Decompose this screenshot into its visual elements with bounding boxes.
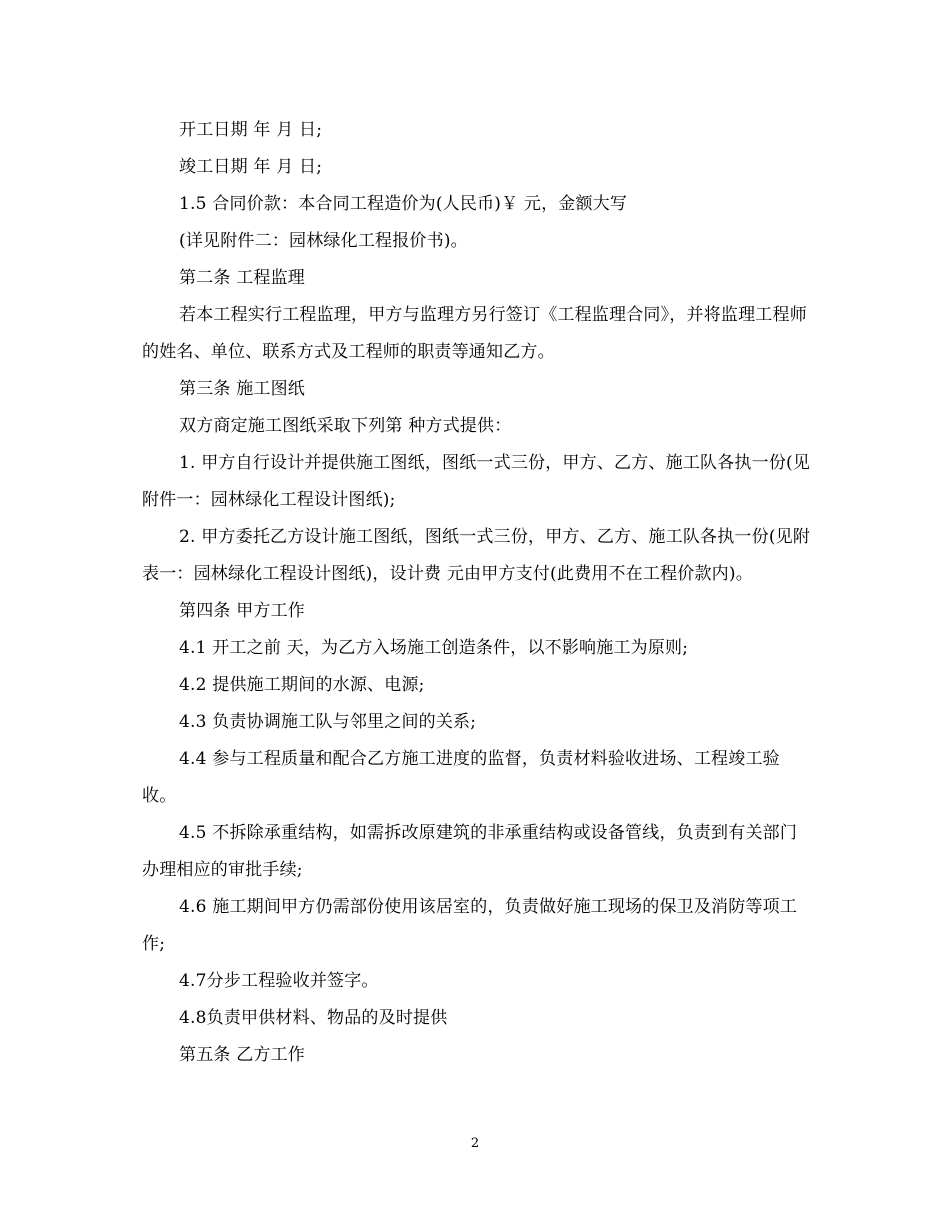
paragraph-supervision: 若本工程实行工程监理，甲方与监理方另行签订《工程监理合同》，并将监理工程师的姓名、单位、联系方式及工程师的职责等通知乙方。 [142, 305, 807, 362]
paragraph-completion-date: 竣工日期 年 月 日; [179, 157, 323, 177]
paragraph-drawings-method: 双方商定施工图纸采取下列第 种方式提供： [179, 416, 512, 436]
section-heading-drawings: 第三条 施工图纸 [179, 379, 306, 399]
document-body [142, 112, 814, 1074]
paragraph-4-7: 4.7分步工程验收并签字。 [179, 971, 379, 991]
section-heading-supervision: 第二条 工程监理 [179, 268, 306, 288]
paragraph-4-8: 4.8负责甲供材料、物品的及时提供 [179, 1008, 448, 1028]
paragraph-4-5: 4.5 不拆除承重结构，如需拆改原建筑的非承重结构或设备管线，负责到有关部门办理相应的审批手续; [142, 823, 798, 880]
paragraph-4-6: 4.6 施工期间甲方仍需部份使用该居室的，负责做好施工现场的保卫及消防等项工作; [142, 897, 798, 954]
paragraph-4-2: 4.2 提供施工期间的水源、电源; [179, 675, 425, 695]
section-heading-party-b-work: 第五条 乙方工作 [179, 1045, 306, 1065]
paragraph-contract-price: 1.5 合同价款：本合同工程造价为(人民币)￥ 元，金额大写 [179, 194, 628, 214]
paragraph-price-attachment: (详见附件二：园林绿化工程报价书)。 [179, 231, 468, 251]
paragraph-4-4: 4.4 参与工程质量和配合乙方施工进度的监督，负责材料验收进场、工程竣工验收。 [142, 749, 780, 806]
paragraph-drawings-option-2: 2. 甲方委托乙方设计施工图纸，图纸一式三份，甲方、乙方、施工队各执一份(见附表一：园林绿化工程设计图纸)，设计费 元由甲方支付(此费用不在工程价款内)。 [142, 527, 811, 584]
paragraph-4-1: 4.1 开工之前 天，为乙方入场施工创造条件，以不影响施工为原则; [179, 638, 689, 658]
paragraph-drawings-option-1: 1. 甲方自行设计并提供施工图纸，图纸一式三份，甲方、乙方、施工队各执一份(见附件一：园林绿化工程设计图纸); [142, 453, 811, 510]
paragraph-4-3: 4.3 负责协调施工队与邻里之间的关系; [179, 712, 477, 732]
page-number: 2 [470, 1136, 480, 1151]
paragraph-start-date: 开工日期 年 月 日; [179, 120, 323, 140]
section-heading-party-a-work: 第四条 甲方工作 [179, 601, 306, 621]
